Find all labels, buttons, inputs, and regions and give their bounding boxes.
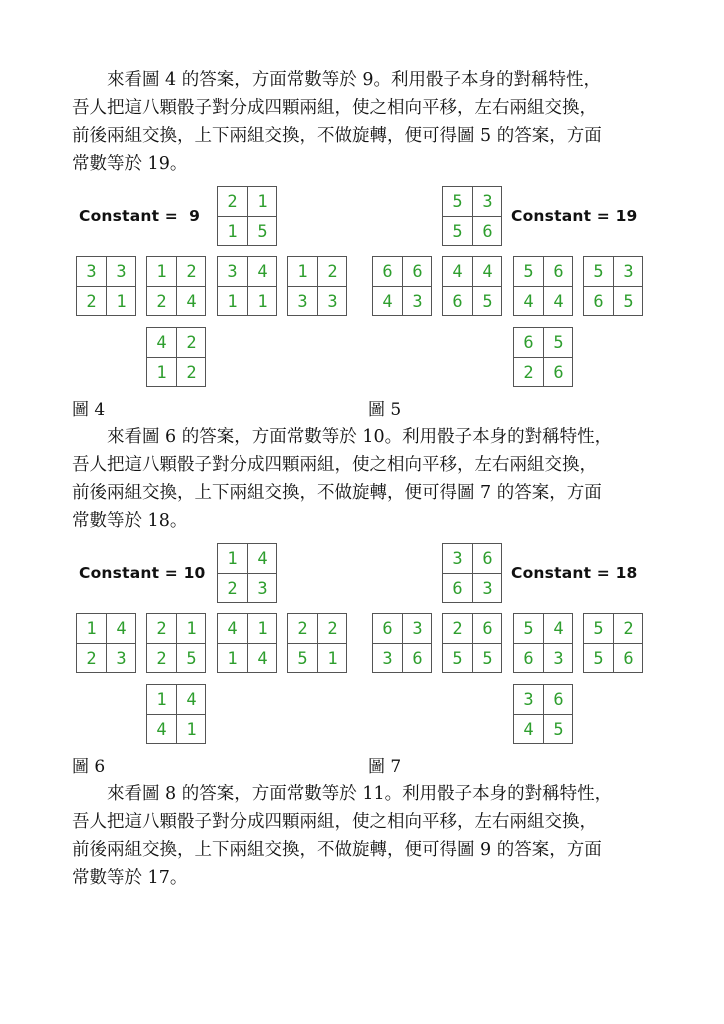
die-digit: 6 — [593, 291, 604, 312]
die-digit: 5 — [297, 648, 308, 669]
die-digit: 5 — [452, 221, 463, 242]
die-digit: 2 — [156, 648, 167, 669]
die-digit: 3 — [116, 648, 127, 669]
die-digit: 4 — [227, 618, 238, 639]
die-digit: 4 — [257, 648, 268, 669]
die-digit: 6 — [523, 332, 534, 353]
constant-label-fig6: Constant = 10 — [79, 564, 206, 582]
die-digit: 1 — [116, 291, 127, 312]
figure-caption-5: 圖 5 — [368, 400, 402, 420]
die-face-bottom-fig7 — [513, 684, 573, 744]
die-digit: 1 — [156, 362, 167, 383]
die-digit: 1 — [227, 648, 238, 669]
die-digit: 2 — [186, 261, 197, 282]
die-face-front-4-fig5 — [583, 256, 643, 316]
die-digit: 1 — [227, 548, 238, 569]
die-digit: 3 — [412, 291, 423, 312]
die-face-front-1-fig4 — [76, 256, 136, 316]
die-digit: 6 — [553, 261, 564, 282]
die-digit: 2 — [227, 191, 238, 212]
die-face-front-2-fig7 — [442, 613, 502, 673]
die-digit: 5 — [452, 648, 463, 669]
die-digit: 4 — [523, 719, 534, 740]
constant-label-fig4: Constant = 9 — [79, 207, 201, 225]
die-digit: 2 — [186, 362, 197, 383]
die-digit: 5 — [593, 618, 604, 639]
die-digit: 5 — [553, 719, 564, 740]
die-digit: 1 — [227, 291, 238, 312]
die-digit: 1 — [297, 261, 308, 282]
die-digit: 3 — [482, 191, 493, 212]
die-digit: 4 — [553, 618, 564, 639]
die-digit: 5 — [186, 648, 197, 669]
die-face-front-3-fig6 — [217, 613, 277, 673]
die-digit: 2 — [86, 291, 97, 312]
die-digit: 6 — [412, 648, 423, 669]
die-digit: 1 — [86, 618, 97, 639]
die-digit: 3 — [412, 618, 423, 639]
die-digit: 4 — [186, 291, 197, 312]
constant-label-fig5: Constant = 19 — [511, 207, 638, 225]
die-digit: 4 — [553, 291, 564, 312]
die-digit: 2 — [156, 291, 167, 312]
die-face-top-fig4 — [217, 186, 277, 246]
figure-caption-4: 圖 4 — [72, 400, 106, 420]
die-digit: 6 — [553, 689, 564, 710]
paragraph-1: 來看圖 4 的答案，方面常數等於 9。利用骰子本身的對稱特性， 吾人把這八顆骰子對分成四顆兩組，使之相向平移，左右兩組交換， 前後兩組交換，上下兩組交換，不做旋轉，便可得圖 5 的答案，方面 常數等於 19。 — [72, 70, 602, 174]
die-digit: 2 — [523, 362, 534, 383]
die-face-bottom-fig5 — [513, 327, 573, 387]
die-face-bottom-fig4 — [146, 327, 206, 387]
die-digit: 3 — [327, 291, 338, 312]
die-digit: 4 — [116, 618, 127, 639]
die-face-front-2-fig5 — [442, 256, 502, 316]
constant-label-fig7: Constant = 18 — [511, 564, 638, 582]
die-digit: 5 — [452, 191, 463, 212]
die-digit: 3 — [553, 648, 564, 669]
die-digit: 2 — [623, 618, 634, 639]
die-digit: 1 — [327, 648, 338, 669]
paragraph-2: 來看圖 6 的答案，方面常數等於 10。利用骰子本身的對稱特性， 吾人把這八顆骰子對分成四顆兩組，使之相向平移，左右兩組交換， 前後兩組交換，上下兩組交換，不做旋轉，便可得圖 7 的答案，方面 常數等於 18。 — [72, 427, 613, 531]
figure-caption-6: 圖 6 — [72, 757, 106, 777]
die-face-front-1-fig7 — [372, 613, 432, 673]
die-digit: 4 — [257, 548, 268, 569]
die-digit: 5 — [523, 261, 534, 282]
die-digit: 4 — [482, 261, 493, 282]
die-face-bottom-fig6 — [146, 684, 206, 744]
die-digit: 4 — [382, 291, 393, 312]
die-digit: 6 — [452, 291, 463, 312]
die-digit: 1 — [257, 618, 268, 639]
paragraph-3: 來看圖 8 的答案，方面常數等於 11。利用骰子本身的對稱特性， 吾人把這八顆骰子對分成四顆兩組，使之相向平移，左右兩組交換， 前後兩組交換，上下兩組交換，不做旋轉，便可得圖 9 的答案，方面 常數等於 17。 — [72, 784, 613, 888]
die-digit: 3 — [523, 689, 534, 710]
die-digit: 6 — [482, 618, 493, 639]
die-digit: 1 — [257, 191, 268, 212]
die-digit: 2 — [297, 618, 308, 639]
die-digit: 5 — [257, 221, 268, 242]
die-face-front-1-fig6 — [76, 613, 136, 673]
die-digit: 6 — [382, 618, 393, 639]
die-face-front-4-fig7 — [583, 613, 643, 673]
die-digit: 2 — [452, 618, 463, 639]
die-digit: 2 — [327, 261, 338, 282]
figure-caption-7: 圖 7 — [368, 757, 402, 777]
die-digit: 4 — [452, 261, 463, 282]
die-digit: 2 — [327, 618, 338, 639]
die-digit: 2 — [186, 332, 197, 353]
die-face-front-2-fig6 — [146, 613, 206, 673]
die-digit: 4 — [156, 332, 167, 353]
die-face-front-2-fig4 — [146, 256, 206, 316]
die-digit: 3 — [482, 578, 493, 599]
die-digit: 3 — [297, 291, 308, 312]
die-digit: 4 — [257, 261, 268, 282]
die-digit: 3 — [382, 648, 393, 669]
die-face-front-3-fig4 — [217, 256, 277, 316]
die-digit: 1 — [156, 689, 167, 710]
die-digit: 6 — [482, 221, 493, 242]
die-digit: 5 — [593, 648, 604, 669]
die-digit: 3 — [116, 261, 127, 282]
die-digit: 2 — [156, 618, 167, 639]
die-face-top-fig7 — [442, 543, 502, 603]
die-digit: 3 — [623, 261, 634, 282]
die-face-front-3-fig7 — [513, 613, 573, 673]
die-digit: 5 — [482, 648, 493, 669]
die-digit: 6 — [382, 261, 393, 282]
die-digit: 5 — [523, 618, 534, 639]
die-digit: 1 — [156, 261, 167, 282]
die-face-front-4-fig6 — [287, 613, 347, 673]
die-digit: 5 — [482, 291, 493, 312]
die-digit: 2 — [86, 648, 97, 669]
die-digit: 1 — [227, 221, 238, 242]
die-digit: 4 — [156, 719, 167, 740]
die-digit: 5 — [553, 332, 564, 353]
die-digit: 6 — [452, 578, 463, 599]
die-digit: 3 — [452, 548, 463, 569]
die-digit: 3 — [86, 261, 97, 282]
die-digit: 6 — [523, 648, 534, 669]
die-digit: 1 — [257, 291, 268, 312]
die-digit: 6 — [553, 362, 564, 383]
die-face-front-3-fig5 — [513, 256, 573, 316]
die-digit: 5 — [593, 261, 604, 282]
die-digit: 3 — [227, 261, 238, 282]
die-digit: 6 — [623, 648, 634, 669]
die-digit: 1 — [186, 719, 197, 740]
die-digit: 3 — [257, 578, 268, 599]
die-digit: 1 — [186, 618, 197, 639]
die-face-front-1-fig5 — [372, 256, 432, 316]
die-digit: 4 — [523, 291, 534, 312]
die-face-top-fig6 — [217, 543, 277, 603]
die-digit: 6 — [412, 261, 423, 282]
die-digit: 5 — [623, 291, 634, 312]
die-face-front-4-fig4 — [287, 256, 347, 316]
die-digit: 6 — [482, 548, 493, 569]
die-digit: 4 — [186, 689, 197, 710]
die-digit: 2 — [227, 578, 238, 599]
die-face-top-fig5 — [442, 186, 502, 246]
